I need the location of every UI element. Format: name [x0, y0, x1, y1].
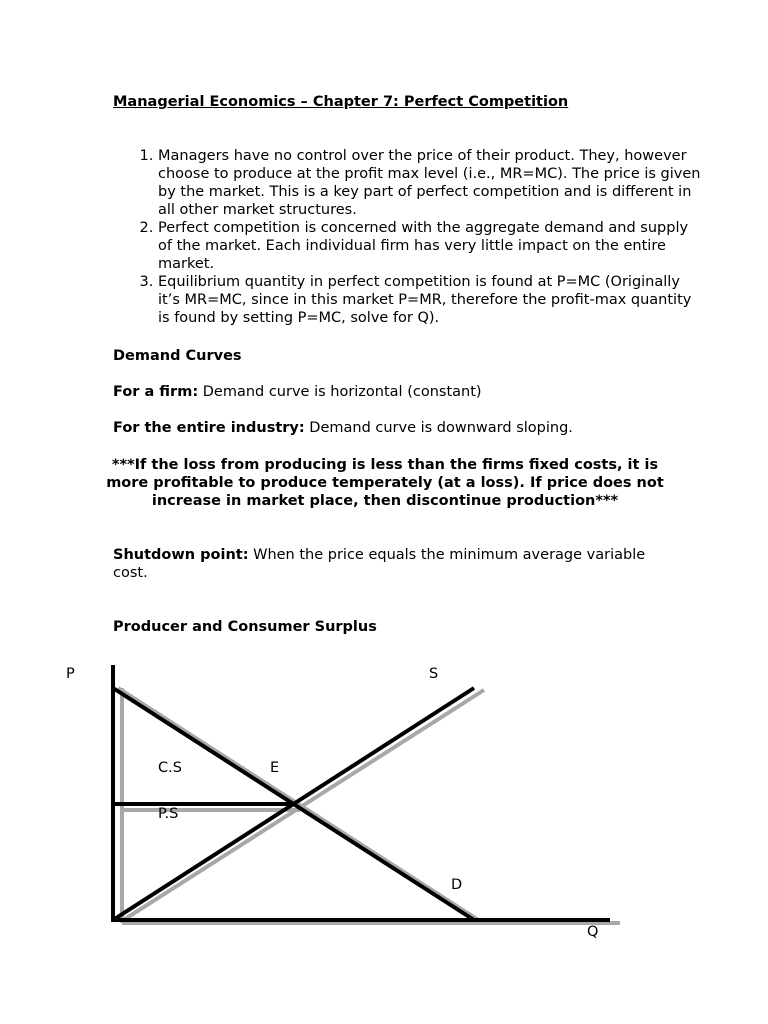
loss-note: ***If the loss from producing is less than the firms fixed costs, it is more profitable to produce temperately (at a loss). If price does not increase in market place, then discontinue production***	[106, 457, 664, 509]
list-item: 3. Equilibrium quantity in perfect competition is found at P=MC (Originally it’s MR=MC, since in this market P=MR, therefore the profit-max quantity is found by setting P=MC, solve for Q).	[158, 273, 703, 327]
surplus-diagram	[0, 640, 768, 1000]
shutdown-text: When the price equals the minimum average variable cost.	[113, 547, 646, 581]
industry-text: Demand curve is downward sloping.	[304, 420, 573, 436]
key-points-list	[113, 147, 703, 327]
demand-label: D	[451, 877, 463, 893]
q-axis-label: Q	[587, 924, 599, 940]
firm-text: Demand curve is horizontal (constant)	[198, 384, 482, 400]
shutdown-point-line	[113, 546, 658, 582]
firm-demand-line	[113, 383, 658, 401]
list-item: 1. Managers have no control over the price of their product. They, however choose to produce at the profit max level (i.e., MR=MC). The price is given by the market. This is a key part of perfect competition and is different in all other market structures.	[158, 147, 703, 219]
list-item: 2. Perfect competition is concerned with the aggregate demand and supply of the market. Each individual firm has very little impact on the entire market.	[158, 219, 703, 273]
firm-label: For a firm:	[113, 384, 199, 400]
supply-label: S	[429, 666, 439, 682]
equilibrium-label: E	[270, 760, 280, 776]
shutdown-label: Shutdown point:	[113, 547, 249, 563]
demand-curves-heading: Demand Curves	[113, 348, 242, 364]
consumer-surplus-label: C.S	[158, 760, 182, 776]
document-title: Managerial Economics – Chapter 7: Perfect Competition	[113, 94, 569, 110]
industry-label: For the entire industry:	[113, 420, 305, 436]
p-axis-label: P	[66, 666, 75, 682]
surplus-heading: Producer and Consumer Surplus	[113, 619, 377, 635]
industry-demand-line	[113, 419, 658, 437]
producer-surplus-label: P.S	[158, 806, 179, 822]
